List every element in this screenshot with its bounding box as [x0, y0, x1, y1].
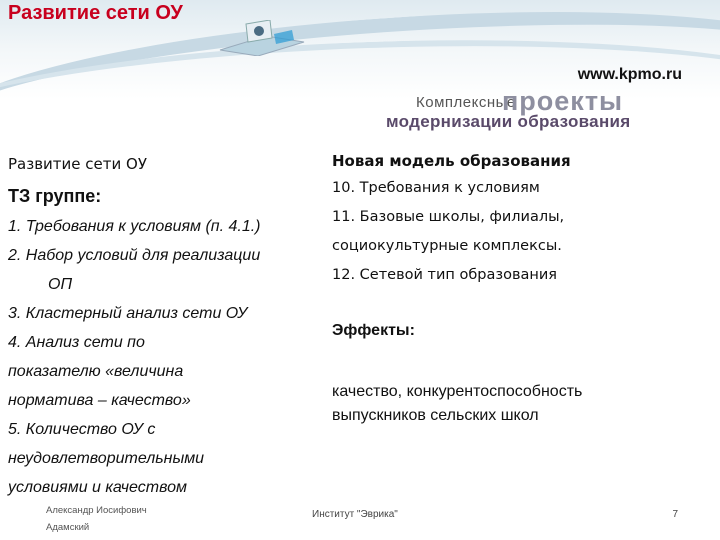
logo-small-text: Комплексные: [416, 94, 516, 111]
page-number: 7: [672, 509, 678, 520]
kpmo-logo: [386, 86, 686, 134]
list-item: 3. Кластерный анализ сети ОУ: [8, 305, 248, 322]
right-list-item: социокультурные комплексы.: [332, 238, 562, 254]
right-header: Новая модель образования: [332, 152, 571, 170]
list-item: показателю «величина: [8, 363, 184, 380]
right-list-item: 10. Требования к условиям: [332, 180, 540, 196]
logo-subtitle: модернизации образования: [386, 112, 631, 131]
right-list-item: 11. Базовые школы, филиалы,: [332, 209, 565, 225]
logo-big-text: проекты: [502, 86, 624, 116]
list-item: условиями и качеством: [8, 479, 187, 496]
author-surname: Адамский: [46, 522, 90, 533]
effects-text: [332, 380, 582, 428]
list-item: 2. Набор условий для реализации: [8, 247, 261, 264]
list-item: ОП: [48, 276, 73, 293]
laptop-graphic: [212, 20, 308, 56]
website-url: www.kpmo.ru: [577, 66, 682, 83]
list-item: 1. Требования к условиям (п. 4.1.): [8, 218, 261, 235]
effects-line: выпускников сельских школ: [332, 407, 539, 424]
tz-heading: ТЗ группе:: [8, 186, 102, 206]
footer-author: [46, 502, 147, 536]
author-name: Александр Иосифович: [46, 505, 147, 516]
right-list-item: 12. Сетевой тип образования: [332, 267, 558, 283]
list-item: 5. Количество ОУ с: [8, 421, 156, 438]
list-item: 4. Анализ сети по: [8, 334, 145, 351]
left-header: Развитие сети ОУ: [8, 155, 147, 173]
header-banner: [0, 0, 720, 142]
list-item: норматива – качество»: [8, 392, 191, 409]
list-item: неудовлетворительными: [8, 450, 205, 467]
footer-institute: Институт "Эврика": [312, 509, 398, 520]
page-title: Развитие сети ОУ: [8, 2, 183, 24]
left-column: [8, 148, 333, 502]
effects-line: качество, конкурентоспособность: [332, 383, 583, 400]
right-column: [332, 148, 712, 424]
effects-heading: Эффекты:: [332, 322, 415, 339]
